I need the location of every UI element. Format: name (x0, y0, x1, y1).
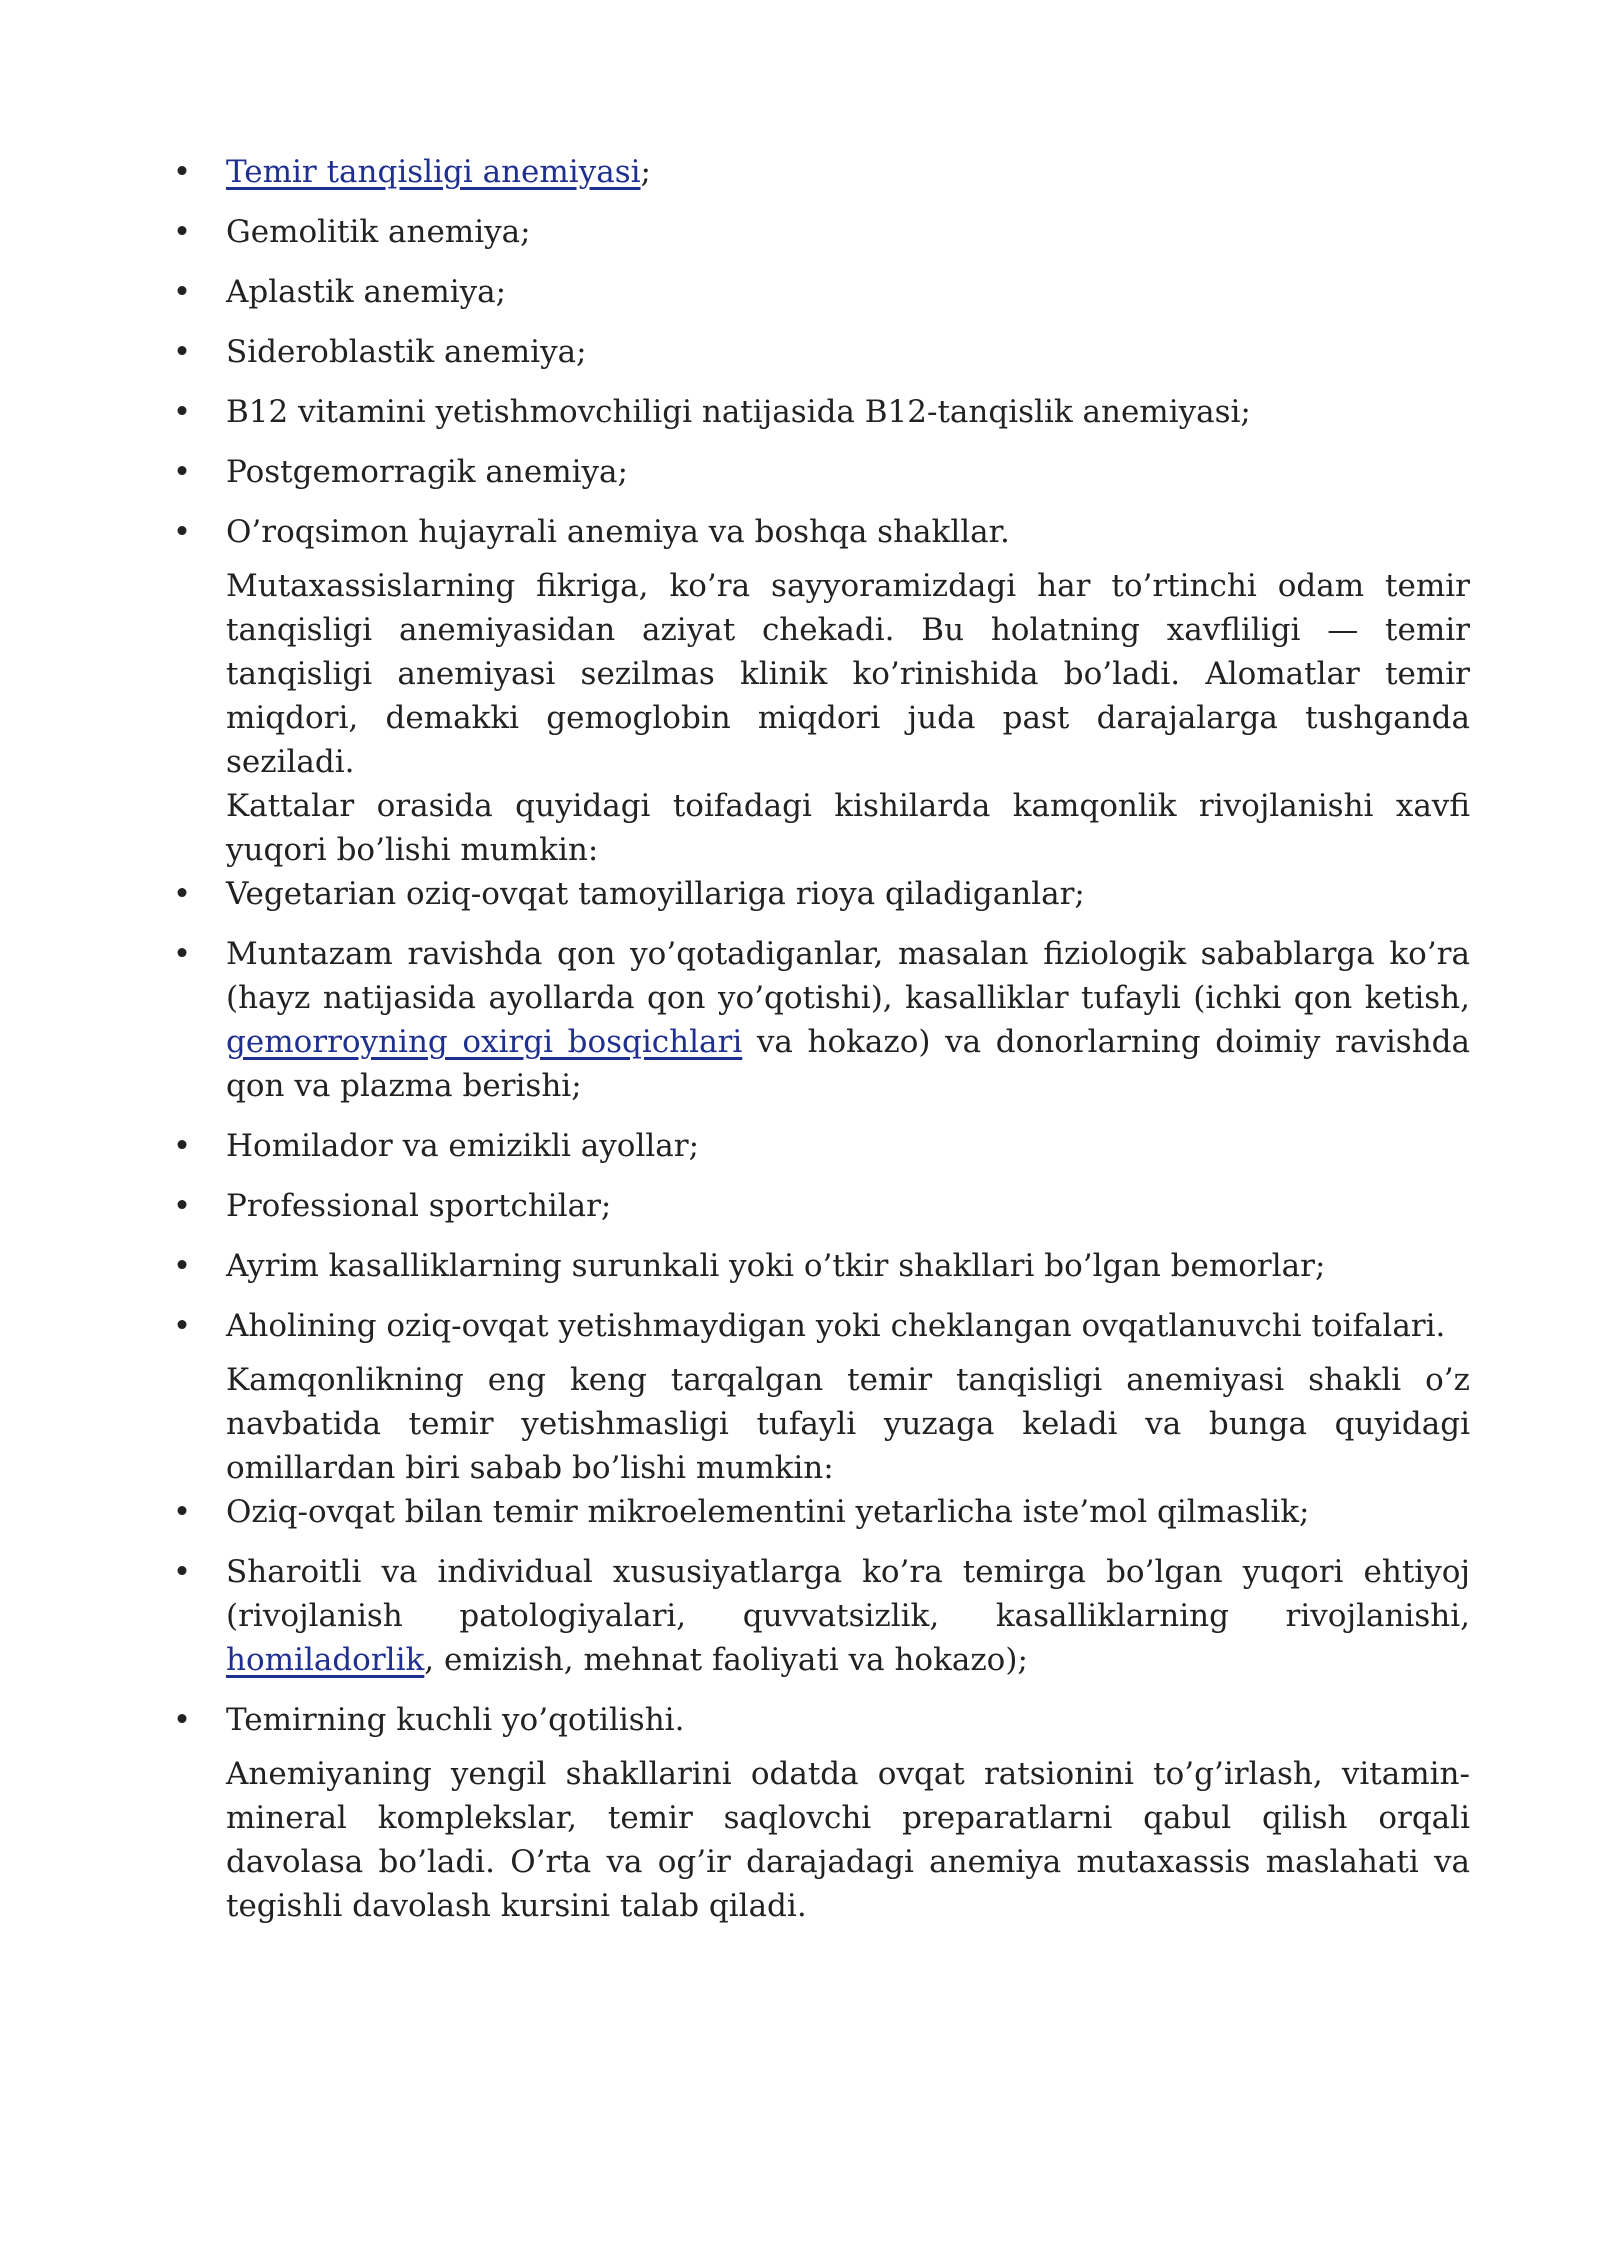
list-item (172, 932, 1470, 1108)
list-item (172, 330, 1470, 374)
list-item-text: Ayrim kasalliklarning surunkali yoki o’tkir shakllari bo’lgan bemorlar; (226, 1248, 1326, 1284)
list-item-text: Gemolitik anemiya; (226, 214, 531, 250)
paragraph-risk-groups-intro: Kattalar orasida quyidagi toifadagi kishilarda kamqonlik rivojlanishi xavfi yuqori bo’lishi mumkin: (226, 788, 1470, 868)
bullet-icon: • (172, 1494, 192, 1530)
list-item (172, 1490, 1470, 1534)
bullet-icon: • (172, 1128, 192, 1164)
list-item (172, 450, 1470, 494)
bullet-icon: • (172, 514, 192, 550)
link-temir-tanqisligi-anemiyasi[interactable]: Temir tanqisligi anemiyasi (226, 154, 641, 190)
list-item-text: Aplastik anemiya; (226, 274, 507, 310)
bullet-icon: • (172, 1702, 192, 1738)
bullet-icon: • (172, 274, 192, 310)
list-item (172, 510, 1470, 554)
bullet-icon: • (172, 454, 192, 490)
list-item (172, 210, 1470, 254)
paragraph-treatment: Anemiyaning yengil shakllarini odatda ovqat ratsionini to’g’irlash, vitamin-mineral komplekslar, temir saqlovchi preparatlarni qabul qilish orqali davolasa bo’ladi. O’rta va og’ir darajadagi anemiya mutaxassis maslahati va tegishli davolash kursini talab qiladi. (226, 1756, 1470, 1924)
list-item-text: Temirning kuchli yo’qotilishi. (226, 1702, 685, 1738)
list-item-text: va hokazo) va donorlarning doimiy ravishda qon va plazma berishi; (226, 1024, 1470, 1104)
list-item (172, 270, 1470, 314)
anemia-types-list (172, 150, 1470, 554)
bullet-icon: • (172, 1188, 192, 1224)
bullet-icon: • (172, 936, 192, 972)
list-item-text: B12 vitamini yetishmovchiligi natijasida B12-tanqislik anemiyasi; (226, 394, 1251, 430)
list-item-text: Professional sportchilar; (226, 1188, 612, 1224)
bullet-icon: • (172, 1308, 192, 1344)
paragraph-prevalence: Mutaxassislarning fikriga, ko’ra sayyoramizdagi har to’rtinchi odam temir tanqisligi anemiyasidan aziyat chekadi. Bu holatning xavfliligi — temir tanqisligi anemiyasi sezilmas klinik ko’rinishida bo’ladi. Alomatlar temir miqdori, demakki gemoglobin miqdori juda past darajalarga tushganda seziladi. (226, 568, 1470, 780)
list-item (172, 1698, 1470, 1742)
list-item-text: Muntazam ravishda qon yo’qotadiganlar, masalan fiziologik sabablarga ko’ra (hayz natijasida ayollarda qon yo’qotishi), kasalliklar tufayli (ichki qon ketish, (226, 936, 1470, 1016)
link-homiladorlik[interactable]: homiladorlik (226, 1642, 425, 1678)
list-item-text: Homilador va emizikli ayollar; (226, 1128, 700, 1164)
list-item-text: , emizish, mehnat faoliyati va hokazo); (424, 1642, 1028, 1678)
bullet-icon: • (172, 394, 192, 430)
paragraph-causes-intro: Kamqonlikning eng keng tarqalgan temir tanqisligi anemiyasi shakli o’z navbatida temir yetishmasligi tufayli yuzaga keladi va bunga quyidagi omillardan biri sabab bo’lishi mumkin: (226, 1362, 1470, 1486)
list-item (172, 1184, 1470, 1228)
list-item (172, 1304, 1470, 1348)
list-item-text: Sharoitli va individual xususiyatlarga ko’ra temirga bo’lgan yuqori ehtiyoj (rivojlanish patologiyalari, quvvatsizlik, kasalliklarning rivojlanishi, (226, 1554, 1470, 1634)
bullet-icon: • (172, 214, 192, 250)
causes-list (172, 1490, 1470, 1742)
list-item-text: Postgemorragik anemiya; (226, 454, 628, 490)
list-item (172, 1550, 1470, 1682)
list-item (172, 150, 1470, 194)
list-item (172, 1124, 1470, 1168)
list-item-text: ; (640, 154, 651, 190)
bullet-icon: • (172, 334, 192, 370)
risk-groups-list (172, 872, 1470, 1348)
bullet-icon: • (172, 1248, 192, 1284)
list-item (172, 390, 1470, 434)
list-item (172, 872, 1470, 916)
list-item-text: Oziq-ovqat bilan temir mikroelementini yetarlicha iste’mol qilmaslik; (226, 1494, 1310, 1530)
list-item (172, 1244, 1470, 1288)
list-item-text: Vegetarian oziq-ovqat tamoyillariga rioya qiladiganlar; (226, 876, 1085, 912)
list-item-text: Aholining oziq-ovqat yetishmaydigan yoki cheklangan ovqatlanuvchi toifalari. (226, 1308, 1446, 1344)
list-item-text: Sideroblastik anemiya; (226, 334, 587, 370)
bullet-icon: • (172, 154, 192, 190)
list-item-text: O’roqsimon hujayrali anemiya va boshqa shakllar. (226, 514, 1010, 550)
link-gemorroy-bosqichlari[interactable]: gemorroyning oxirgi bosqichlari (226, 1024, 743, 1060)
bullet-icon: • (172, 876, 192, 912)
bullet-icon: • (172, 1554, 192, 1590)
document-content (172, 150, 1470, 1928)
